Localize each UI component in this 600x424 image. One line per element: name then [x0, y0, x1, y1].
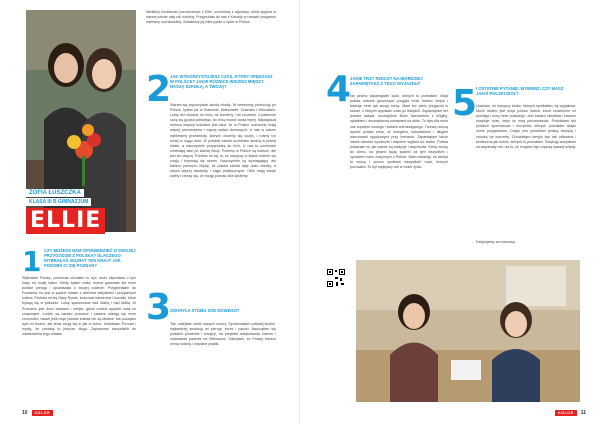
thanks-text: Dziękujemy za rozmowę. [476, 240, 516, 244]
answer-3-text: Tak, odkryłam wiele nowych rzeczy. Spróbowałam polskiej kuchni, najbardziej smakują mi pierogi, żurek i pączki. Nauczyłam się polskich piosenek i tradycji, na przykład świętowania imienin i malowania pisanek na Wielkanoc. Odkryłam, że Polacy bardzo cenią rodzinę i wspólne posiłki. [170, 322, 276, 347]
student-name: ZOFIA ŁUSZCZKA [26, 189, 84, 197]
name-tag [26, 189, 134, 239]
answer-4-text: Na pewno zapamiętam ludzi, których tu poznałam. Moja polska rodzina goszcząca przyjęła mnie bardzo ciepło i traktuje mnie jak swoją córkę. Mam też wielu przyjaciół w szkole, z którymi spędzam czas po lekcjach. Zapamiętam też polskie święta, szczególnie Boże Narodzenie z Wigilią, opłatkiem i dwunastoma potrawami na stole. To było dla mnie coś zupełnie nowego i bardzo wzruszającego. Trzecią rzeczą będzie polska zima, ze śniegiem, lodowiskiem i długimi wieczorami spędzanymi przy herbacie. Zapamiętam także nasze szkolne wycieczki i wspólne wyjścia do teatru. Polska pokazała mi, jak ważne są tradycje i wspólnota. Kiedy wrócę do domu, na pewno będę tęsknić za tym wszystkim i opowiem moim znajomym o Polsce. Mam nadzieję, że kiedyś tu wrócę i znowu spotkam wszystkich ludzi, których poznałam. To był najlepszy rok w moim życiu. [350, 94, 448, 170]
question-number-1: 1 [22, 245, 42, 278]
question-1-text: CZY MOŻESZ NAM OPOWIEDZIEĆ O SWOJEJ PRZYGODZIE Z POLSKĄ? DLACZEGO WYBRAŁAŚ AKURAT TEN KRAJ? JAK PODOBA CI SIĘ POZNAŃ? [44, 248, 136, 268]
page-number-right: 11 [580, 410, 586, 416]
question-number-5: 5 [452, 83, 478, 124]
answer-5-text: Uważam, że wszyscy ludzie, których spotkałam, są wyjątkowi. Moim idolem jest moja polska mama, która codziennie mi pomaga i uczy mnie polskiego. Jest bardzo cierpliwa i zawsze znajduje czas, żeby ze mną porozmawiać. Podziwiam też polskich sportowców i muzyków, których poznałam dzięki moim przyjaciołom. Dzięki nim polubiłam polską muzykę i chodzę na koncerty. Chciałabym kiedyś być tak odważna i serdeczna jak ludzie, których tu poznałam. Dziękuję wszystkim za wspaniały rok i za to, że mogłam być częścią waszej szkoły. [476, 104, 576, 149]
qr-code [326, 268, 346, 288]
question-3-text: ODKRYŁA ŚTUMU ZOE NOWEGO? [170, 308, 240, 313]
right-footer [555, 410, 586, 416]
right-page [300, 0, 600, 424]
answer-2-text: Staram się wykorzystać każdą chwilę. W weekendy podróżuję po Polsce, byłam już w Krakowie, Warszawie, Gdańsku i Wrocławiu. Lubię też chodzić do kina, na koncerty i do muzeów. Codziennie uczę się języka polskiego, bo chcę mówić coraz lepiej. Największa różnica między szkołami jest taka, że w Polsce uczniowie mają więcej przedmiotów i więcej zadań domowych. U nas w szkole wybieramy przedmioty, których chcemy się uczyć, i mamy ich mniej w ciągu dnia. W polskiej szkole uczniowie siedzą w jednej klasie, a nauczyciele przychodzą do nich. U nas to uczniowie zmieniają sale po każdej lekcji. Przerwy w Polsce są krótsze, ale jest ich więcej. Podoba mi się to, że wszyscy w klasie dobrze się znają i trzymają się razem. Nauczyciele są wymagający, ale bardzo pomocni. Myślę, że polska szkoła daje dużo wiedzy, a nasza więcej swobody i zajęć praktycznych. Obie mają swoje zalety i cieszę się, że mogę poznać oba systemy. [170, 103, 276, 179]
question-number-4: 4 [326, 69, 352, 110]
question-number-2: 2 [146, 69, 172, 110]
question-4-text: JAKIE TRZY RZECZY NAJBARDZIEJ ZAPAMIĘTASZ Z TEGO WYJAZDU? [350, 76, 423, 86]
answer-1-text: Wybrałam Polskę, ponieważ chciałam tu być, dużo słyszałam o tym kraju od mojej babci. Kiedy byłam mała, mama gotowała dla mnie polskie pierogi i opowiadała o swojej rodzinie. Przyjechałam do Poznania, bo jest to piękne miasto z wieloma zabytkami i przyjaznymi ludźmi. Podoba mi się Stary Rynek, kolorowe kamienice i koziołki, które trykają się w południe. Lubię spacerować nad Wartą i nad Maltą. W Poznaniu jest dużo kawiarni i miejsc, gdzie można spędzić czas ze znajomymi. Ludzie są bardzo pomocni i zawsze starają się mnie zrozumieć, nawet jeśli moje polskie zdania nie są idealne. Na początku było mi trudno, ale teraz czuję się tu jak w domu. Uwielbiam Poznań i myślę, że zostanę tu jeszcze długo. Zapraszam wszystkich do odwiedzenia tego miasta. [22, 276, 136, 337]
left-footer [22, 410, 53, 416]
classroom-photo [356, 260, 580, 402]
question-number-3: 3 [146, 287, 172, 328]
intro-text: Mieliśmy możliwość porozmawiać z Ellie, uczennicą z wymiany, która spędza w naszej szkole cały rok szkolny. Przyjechała do nas z Kanady w ramach programu wymiany uczniowskiej. Zadaliśmy jej kilka pytań o życie w Polsce. [146, 10, 276, 25]
magazine-logo-right: KOLOR [555, 410, 576, 416]
question-2-text: JAK WYKORZYSTUJESZ CZAS, KTÓRY SPĘDZASZ W POLSCE? JAKIE RÓŻNICE WIDZISZ MIĘDZY NASZĄ SZKOŁĄ, A TWOJĄ? [170, 74, 273, 89]
interviewee-name: ELLIE [26, 208, 105, 234]
student-class: KLASA III B GIMNAZJUM [26, 198, 91, 206]
page-number-left: 10 [22, 410, 28, 416]
question-5-text: I OSTATNIE PYTANIE: WYBIERZ, CZY MASZ JAKIŚ POLSKI IDOL? [476, 86, 564, 96]
magazine-logo-left: KOLOR [32, 410, 53, 416]
